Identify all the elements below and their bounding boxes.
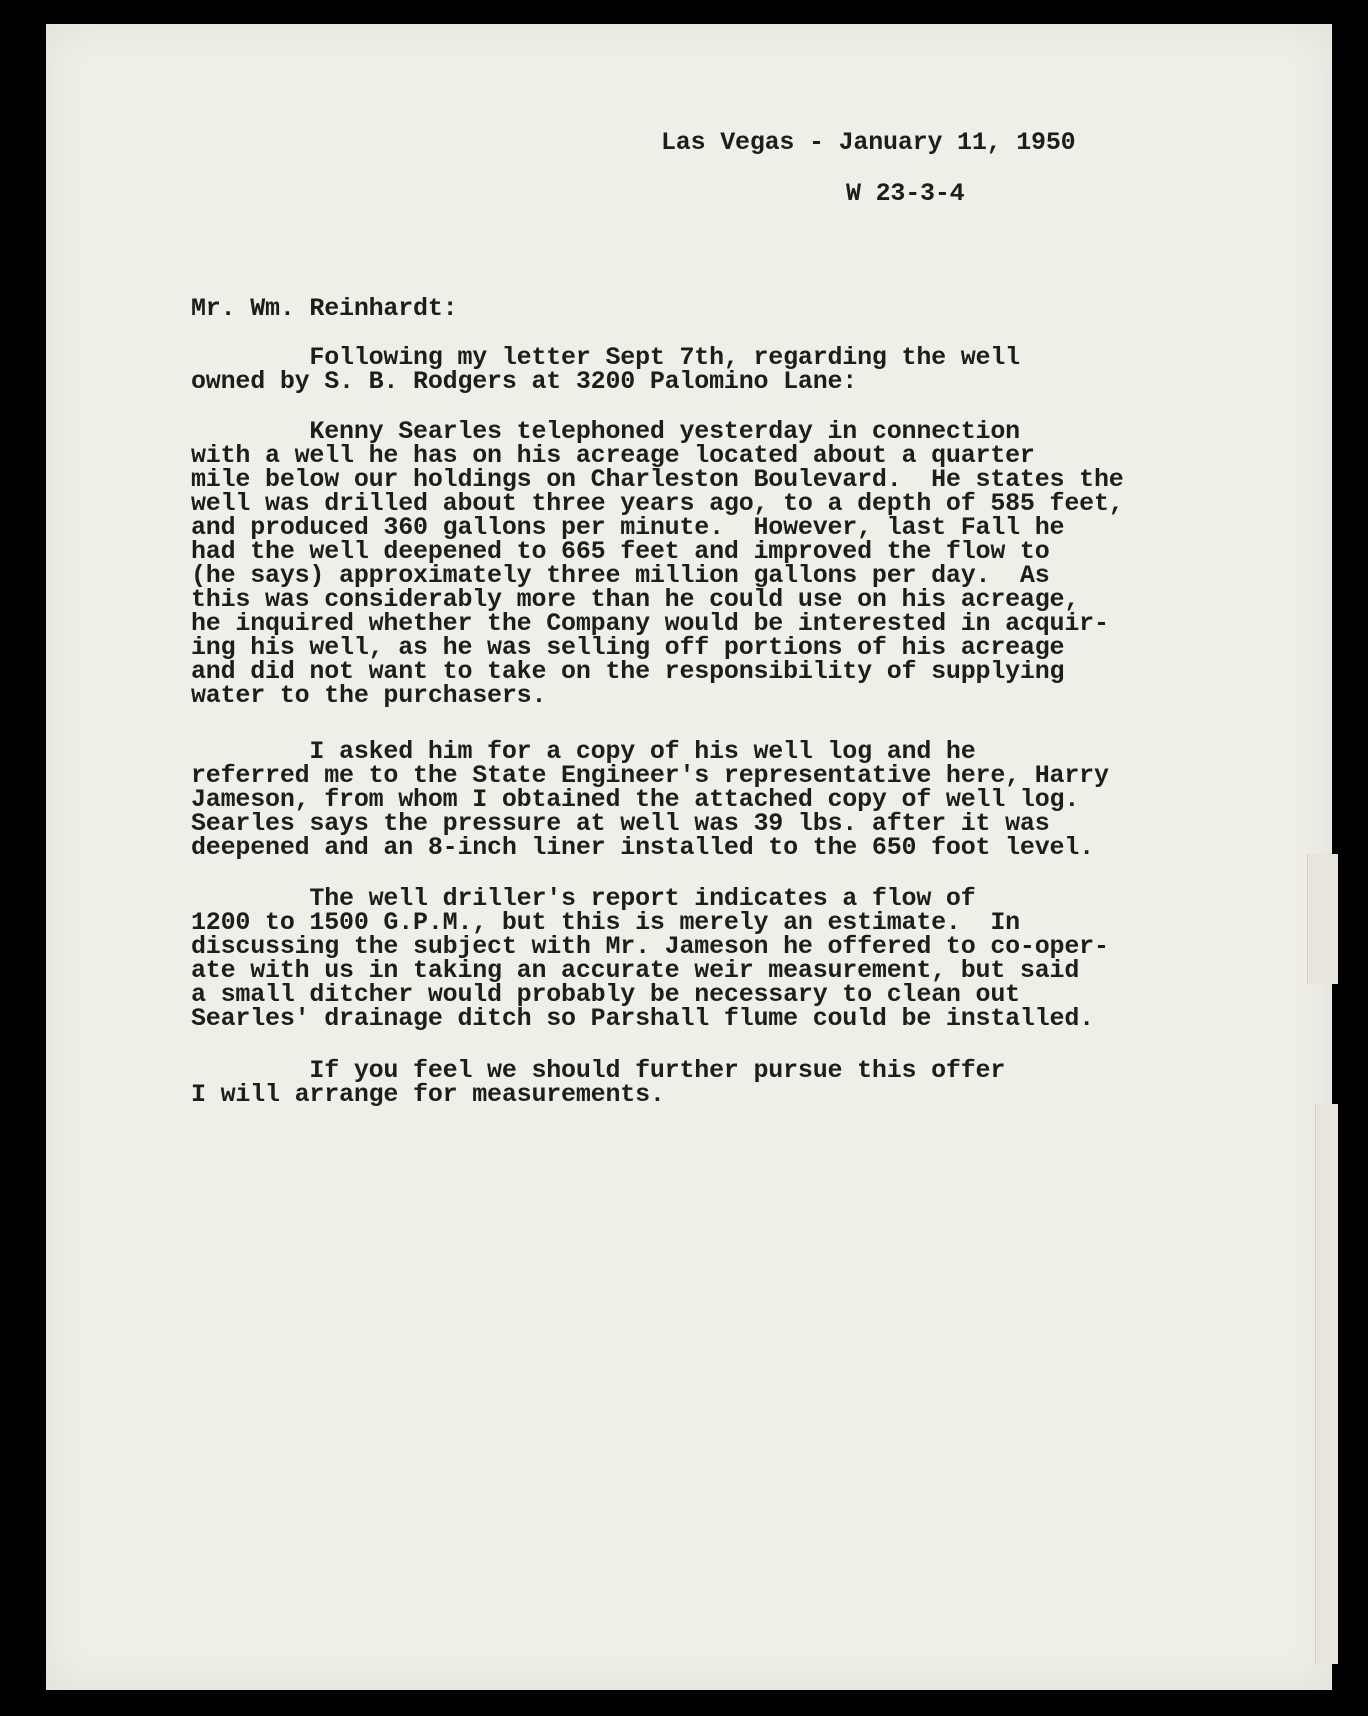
letter-paragraph: I asked him for a copy of his well log and he referred me to the State Engineer's representative here, Harry Jameson, from whom I obtained the attached copy of well log. Searles says the pressure at well was 39 lbs. after it was deepened and an 8-inch liner installed to the 650 foot level.	[191, 737, 1109, 862]
letter-place-date: Las Vegas - January 11, 1950	[661, 128, 1076, 157]
paper-edge-tape	[1307, 854, 1338, 984]
letter-salutation: Mr. Wm. Reinhardt:	[191, 294, 458, 323]
letter-paragraph: The well driller's report indicates a flow of 1200 to 1500 G.P.M., but this is merely an estimate. In discussing the subject with Mr. Jameson he offered to co-oper- ate with us in taking an accurate weir measurement, but said a small ditcher would probably be necessary to clean out Searles' drainage ditch so Parshall flume could be installed.	[191, 884, 1109, 1033]
letter-file-reference: W 23-3-4	[846, 179, 965, 208]
letter-paragraph: If you feel we should further pursue this offer I will arrange for measurements.	[191, 1056, 1006, 1109]
letter-paragraph: Kenny Searles telephoned yesterday in connection with a well he has on his acreage located about a quarter mile below our holdings on Charleston Boulevard. He states the well was drilled about three years ago, to a depth of 585 feet, and produced 360 gallons per minute. However, last Fall he had the well deepened to 665 feet and improved the flow to (he says) approximately three million gallons per day. As this was considerably more than he could use on his acreage, he inquired whether the Company would be interested in acquir- ing his well, as he was selling off portions of his acreage and did not want to take on the responsibility of supplying water to the purchasers.	[191, 417, 1124, 710]
letter-paragraph: Following my letter Sept 7th, regarding the well owned by S. B. Rodgers at 3200 Palomino Lane:	[191, 343, 1020, 396]
paper-edge-tape	[1315, 1104, 1338, 1664]
